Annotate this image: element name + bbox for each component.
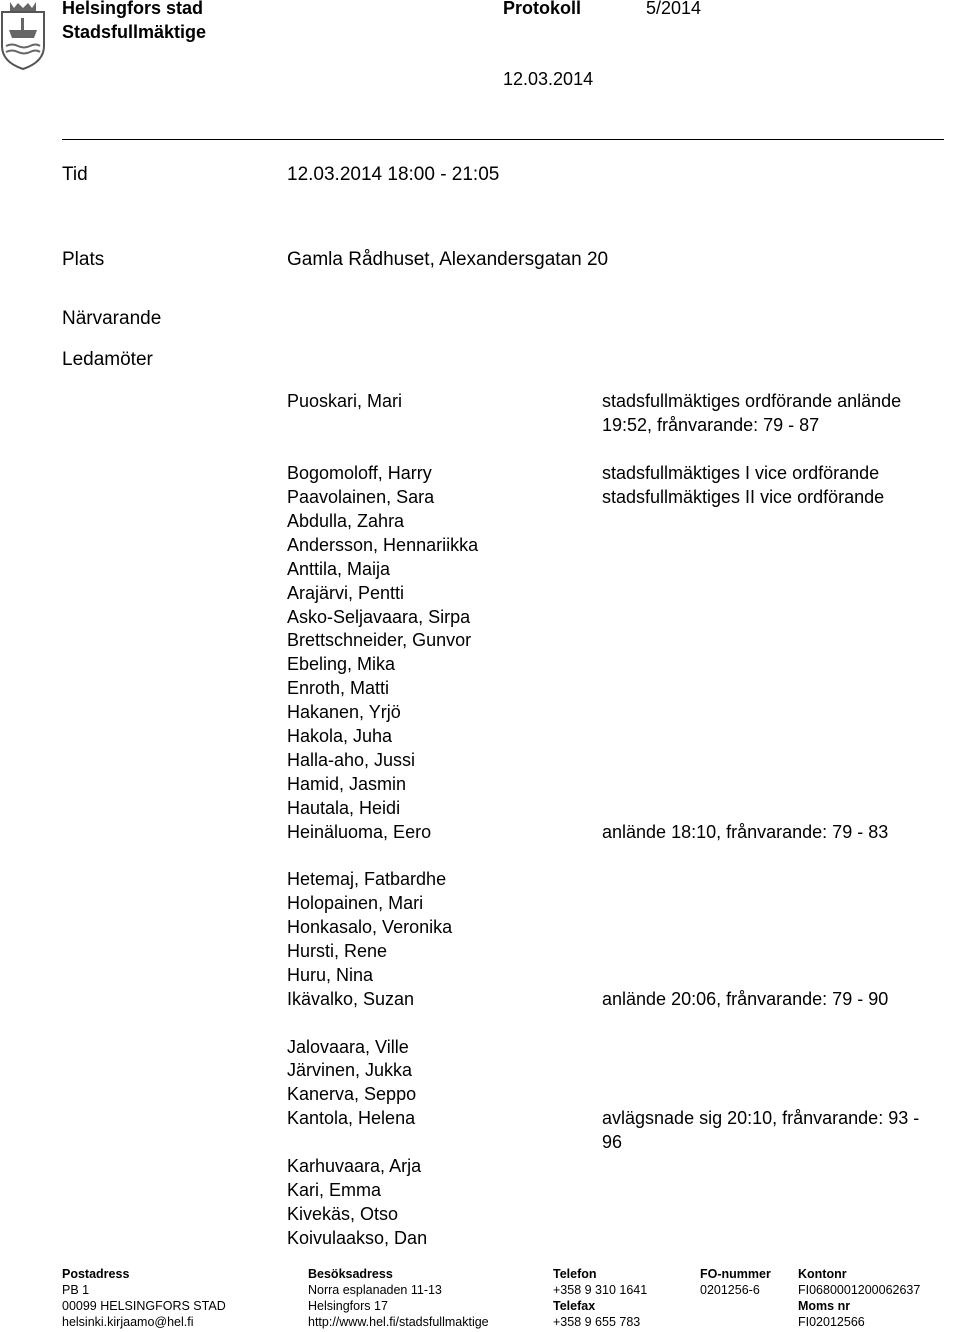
member-name: Karhuvaara, Arja (287, 1156, 422, 1176)
doc-number: 5/2014 (646, 0, 702, 18)
member-name: Hursti, Rene (287, 941, 388, 961)
footer-phone-number: +358 9 310 1641 (553, 1283, 648, 1297)
footer-email: helsinki.kirjaamo@hel.fi (62, 1315, 194, 1329)
member-name: Jalovaara, Ville (287, 1037, 409, 1057)
time-label: Tid (62, 164, 88, 185)
footer-phone (553, 1266, 647, 1330)
place-value: Gamla Rådhuset, Alexandersgatan 20 (287, 249, 609, 270)
footer-vat-number: FI02012566 (798, 1315, 865, 1329)
member-name: Ikävalko, Suzan (287, 989, 415, 1009)
footer-visiting-heading: Besöksadress (308, 1267, 393, 1281)
header-divider (62, 139, 944, 140)
org-name: Helsingfors stad (62, 0, 204, 18)
footer-postal-heading: Postadress (62, 1267, 130, 1281)
footer-account-heading: Kontonr (798, 1267, 847, 1281)
footer-postal-line: 00099 HELSINGFORS STAD (62, 1299, 226, 1313)
member-name: Paavolainen, Sara (287, 487, 435, 507)
member-name: Koivulaakso, Dan (287, 1228, 428, 1248)
member-name: Holopainen, Mari (287, 893, 424, 913)
member-name: Andersson, Hennariikka (287, 535, 479, 555)
member-name: Ebeling, Mika (287, 654, 396, 674)
member-name: Kantola, Helena (287, 1108, 416, 1128)
member-note: stadsfullmäktiges ordförande anlände 19:52, frånvarande: 79 - 87 (602, 391, 902, 435)
footer-vat-heading: Moms nr (798, 1299, 851, 1313)
footer-visiting (308, 1266, 489, 1330)
helsinki-crest-logo (0, 0, 46, 70)
member-name: Halla-aho, Jussi (287, 750, 416, 770)
member-note: anlände 20:06, frånvarande: 79 - 90 (602, 989, 889, 1009)
footer-account (798, 1266, 920, 1330)
member-name: Hakanen, Yrjö (287, 702, 401, 722)
member-name: Kivekäs, Otso (287, 1204, 399, 1224)
footer-fax-heading: Telefax (553, 1299, 596, 1313)
member-name: Brettschneider, Gunvor (287, 630, 472, 650)
member-name: Heinäluoma, Eero (287, 822, 432, 842)
footer-account-number: FI0680001200062637 (798, 1283, 921, 1297)
member-name: Arajärvi, Pentti (287, 583, 405, 603)
place-label: Plats (62, 249, 105, 270)
member-name: Asko-Seljavaara, Sirpa (287, 607, 471, 627)
present-label: Närvarande (62, 308, 162, 329)
member-name: Bogomoloff, Harry (287, 463, 432, 483)
member-name: Huru, Nina (287, 965, 374, 985)
footer-fax-number: +358 9 655 783 (553, 1315, 641, 1329)
member-name: Abdulla, Zahra (287, 511, 405, 531)
member-name: Hetemaj, Fatbardhe (287, 869, 447, 889)
footer-postal (62, 1266, 226, 1330)
footer-phone-heading: Telefon (553, 1267, 597, 1281)
doc-type: Protokoll (503, 0, 582, 18)
footer-website: http://www.hel.fi/stadsfullmaktige (308, 1315, 489, 1329)
member-name: Järvinen, Jukka (287, 1060, 413, 1080)
member-name: Kari, Emma (287, 1180, 382, 1200)
member-name: Kanerva, Seppo (287, 1084, 417, 1104)
footer-visiting-line: Norra esplanaden 11-13 (308, 1283, 442, 1297)
member-name: Anttila, Maija (287, 559, 391, 579)
doc-date: 12.03.2014 (503, 69, 594, 89)
time-value: 12.03.2014 18:00 - 21:05 (287, 164, 500, 185)
member-name: Puoskari, Mari (287, 391, 403, 411)
footer-visiting-line: Helsingfors 17 (308, 1299, 388, 1313)
members-label: Ledamöter (62, 349, 153, 370)
member-note: avlägsnade sig 20:10, frånvarande: 93 - 96 (602, 1108, 920, 1152)
member-name: Hamid, Jasmin (287, 774, 407, 794)
footer-business-id-heading: FO-nummer (700, 1267, 771, 1281)
footer-business-id-value: 0201256-6 (700, 1283, 760, 1297)
member-name: Honkasalo, Veronika (287, 917, 453, 937)
member-note: anlände 18:10, frånvarande: 79 - 83 (602, 822, 889, 842)
member-name: Enroth, Matti (287, 678, 390, 698)
member-note: stadsfullmäktiges I vice ordförande (602, 463, 880, 483)
footer-postal-line: PB 1 (62, 1283, 90, 1297)
member-note: stadsfullmäktiges II vice ordförande (602, 487, 885, 507)
footer-business-id (700, 1266, 771, 1298)
member-name: Hakola, Juha (287, 726, 393, 746)
org-body: Stadsfullmäktige (62, 22, 207, 42)
member-name: Hautala, Heidi (287, 798, 401, 818)
